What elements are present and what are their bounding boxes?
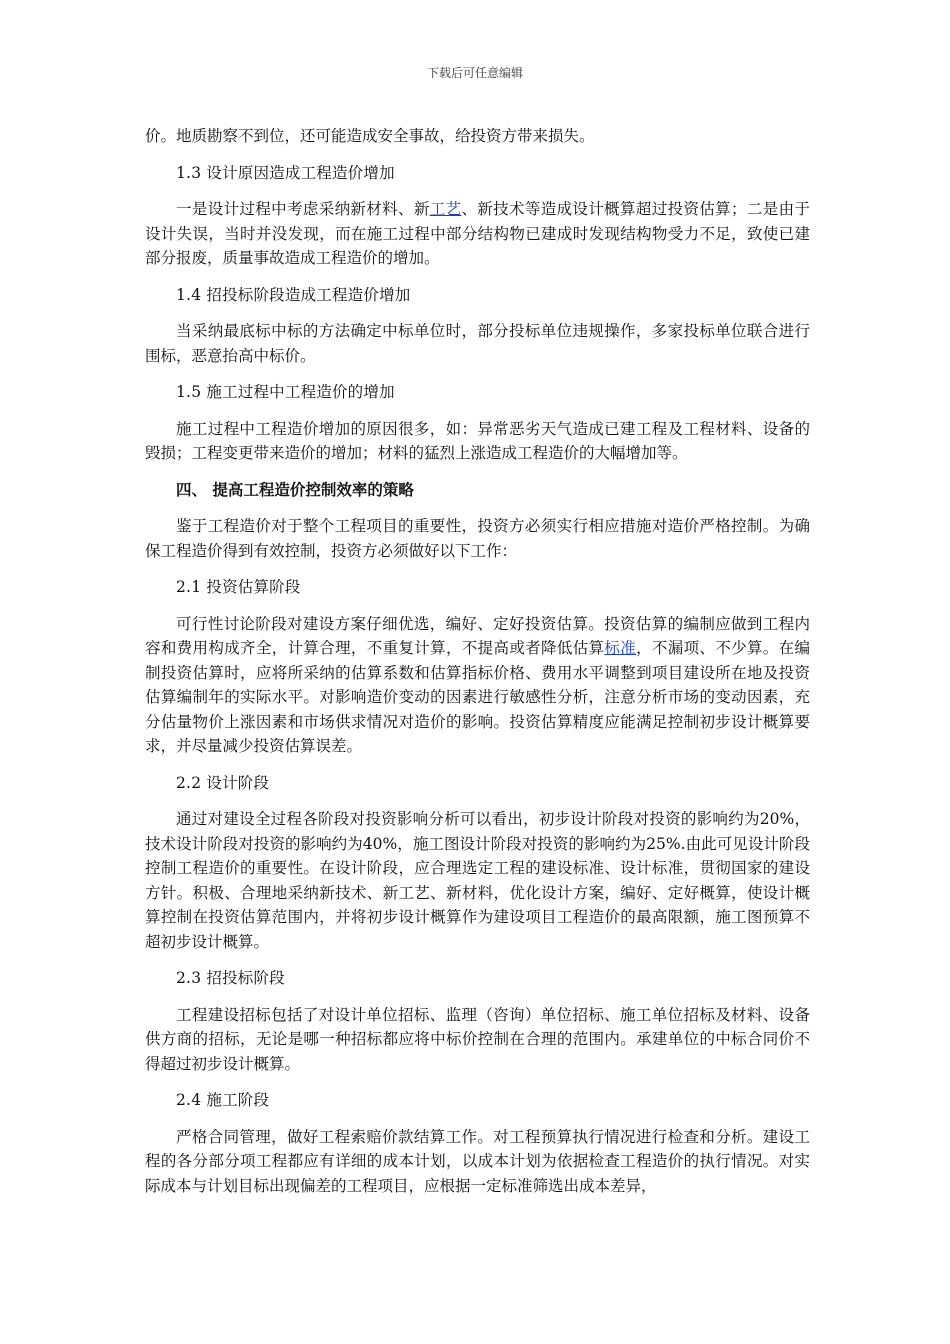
section-1-3-title: 1.3 设计原因造成工程造价增加 bbox=[176, 163, 395, 182]
link-standard[interactable]: 标准 bbox=[604, 639, 637, 657]
section-4-heading: 四、 提高工程造价控制效率的策略 bbox=[176, 479, 414, 499]
section-1-3-paragraph bbox=[145, 197, 810, 271]
section-2-1-title: 2.1 投资估算阶段 bbox=[176, 578, 301, 596]
section-1-5-paragraph: 施工过程中工程造价增加的原因很多，如：异常恶劣天气造成已建工程及工程材料、设备的毁损；工程变更带来造价的增加；材料的猛烈上涨造成工程造价的大幅增加等。 bbox=[145, 419, 810, 462]
section-1-4-title: 1.4 招投标阶段造成工程造价增加 bbox=[176, 285, 411, 304]
section-2-3-title: 2.3 招投标阶段 bbox=[176, 969, 285, 987]
section-2-4-title: 2.4 施工阶段 bbox=[176, 1091, 270, 1109]
section-2-2-paragraph: 通过对建设全过程各阶段对投资影响分析可以看出，初步设计阶段对投资的影响约为20%，技术设计阶段对投资的影响约为40%，施工图设计阶段对投资的影响约为25%.由此可见设计阶段控制工程造价的重要性。在设计阶段，应合理选定工程的建设标准、设计标准，贯彻国家的建设方针。积极、合理地采纳新技术、新工艺、新材料，优化设计方案，编好、定好概算，使设计概算控制在投资估算范围内，并将初步设计概算作为建设项目工程造价的最高限额，施工图预算不超初步设计概算。 bbox=[145, 810, 810, 951]
page-header: 下载后可任意编辑 bbox=[426, 66, 523, 80]
document-body bbox=[145, 124, 810, 1210]
section-1-5-title: 1.5 施工过程中工程造价的增加 bbox=[176, 383, 395, 401]
section-2-1-paragraph bbox=[145, 612, 810, 759]
text-segment: 、新技术等造成设计概算超过投资估算；二是由于设计失误，当时并没发现，而在施工过程中部分结构物已建成时发现结构物受力不足，致使已建部分报废，质量事故造成工程造价的增加。 bbox=[145, 200, 810, 267]
section-4-intro-paragraph: 鉴于工程造价对于整个工程项目的重要性，投资方必须实行相应措施对造价严格控制。为确保工程造价得到有效控制，投资方必须做好以下工作： bbox=[145, 517, 810, 560]
text-segment: 可行性讨论阶段对建设方案仔细优选，编好、定好投资估算。投资估算的编制应做到工程内容和费用构成齐全，计算合理，不重复计算，不提高或者降低估算 bbox=[145, 614, 810, 657]
link-craft[interactable]: 工艺 bbox=[429, 200, 462, 218]
text-segment: 一是设计过程中考虑采纳新材料、新 bbox=[176, 200, 430, 218]
section-2-3-paragraph: 工程建设招标包括了对设计单位招标、监理（咨询）单位招标、施工单位招标及材料、设备供方商的招标，无论是哪一种招标都应将中标价控制在合理的范围内。承建单位的中标合同价不得超过初步设计概算。 bbox=[145, 1005, 810, 1073]
paragraph-continuation: 价。地质勘察不到位，还可能造成安全事故，给投资方带来损失。 bbox=[145, 127, 595, 145]
section-2-4-paragraph: 严格合同管理，做好工程索赔价款结算工作。对工程预算执行情况进行检查和分析。建设工程的各分部分项工程都应有详细的成本计划，以成本计划为依据检查工程造价的执行情况。对实际成本与计划目标出现偏差的工程项目，应根据一定标准筛选出成本差异， bbox=[145, 1127, 810, 1195]
section-2-2-title: 2.2 设计阶段 bbox=[176, 773, 270, 792]
section-1-4-paragraph: 当采纳最底标中标的方法确定中标单位时，部分投标单位违规操作，多家投标单位联合进行围标，恶意抬高中标价。 bbox=[145, 322, 810, 365]
text-segment: ，不漏项、不少算。在编制投资估算时，应将所采纳的估算系数和估算指标价格、费用水平调整到项目建设所在地及投资估算编制年的实际水平。对影响造价变动的因素进行敏感性分析，注意分析市场的变动因素，充分估量物价上涨因素和市场供求情况对造价的影响。投资估算精度应能满足控制初步设计概算要求，并尽量减少投资估算误差。 bbox=[145, 639, 810, 755]
